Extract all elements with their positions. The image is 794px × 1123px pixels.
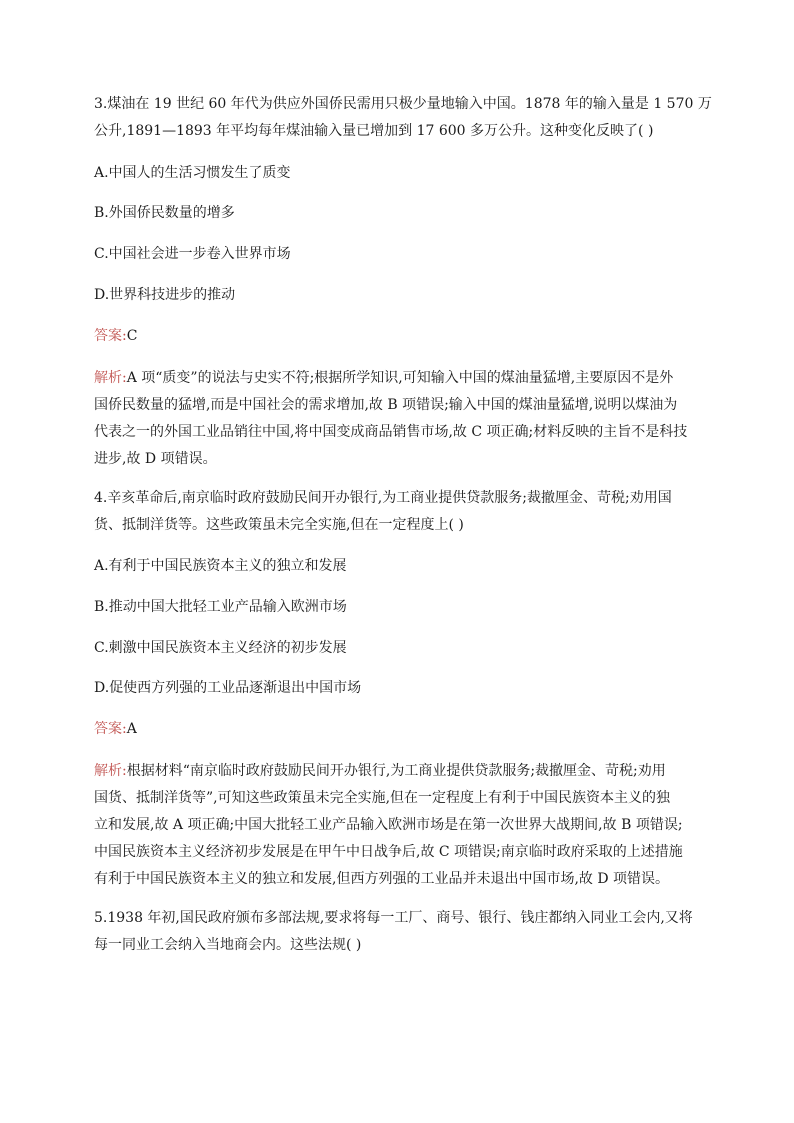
question-4-analysis-line-2: 国货、抵制洋货等”,可知这些政策虽未完全实施,但在一定程度上有利于中国民族资本主义的独 [94, 790, 671, 806]
question-3-stem-line-1: 3.煤油在 19 世纪 60 年代为供应外国侨民需用只极少量地输入中国。1878 年的输入量是 1 570 万 [94, 96, 712, 112]
question-3-option-a: A.中国人的生活习惯发生了质变 [94, 165, 291, 181]
question-3-stem-line-2: 公升,1891—1893 年平均每年煤油输入量已增加到 17 600 多万公升。这种变化反映了( ) [94, 123, 654, 139]
analysis-text: A 项“质变”的说法与史实不符;根据所学知识,可知输入中国的煤油量猛增,主要原因不是外 [126, 370, 674, 386]
question-3-option-b: B.外国侨民数量的增多 [94, 205, 235, 221]
question-4-answer [94, 718, 137, 740]
question-4-option-d: D.促使西方列强的工业品逐渐退出中国市场 [94, 680, 362, 696]
question-5-stem-line-2: 每一同业工会纳入当地商会内。这些法规( ) [94, 937, 362, 953]
analysis-text: 根据材料“南京临时政府鼓励民间开办银行,为工商业提供贷款服务;裁撤厘金、苛税;劝用 [126, 763, 666, 779]
question-4-option-a: A.有利于中国民族资本主义的独立和发展 [94, 558, 347, 574]
answer-value: A [126, 721, 137, 737]
analysis-label: 解析: [94, 763, 127, 779]
question-3-option-d: D.世界科技进步的推动 [94, 287, 236, 303]
question-4-analysis-line-4: 中国民族资本主义经济初步发展是在甲午中日战争后,故 C 项错误;南京临时政府采取的上述措施 [94, 844, 683, 860]
answer-label: 答案: [94, 328, 127, 344]
question-4-analysis-line-1 [94, 760, 666, 782]
question-3-analysis-line-4: 进步,故 D 项错误。 [94, 451, 217, 467]
question-5-stem-line-1: 5.1938 年初,国民政府颁布多部法规,要求将每一工厂、商号、银行、钱庄都纳入同业工会内,又将 [94, 910, 693, 926]
question-3-option-c: C.中国社会进一步卷入世界市场 [94, 246, 291, 262]
question-4-stem-line-1: 4.辛亥革命后,南京临时政府鼓励民间开办银行,为工商业提供贷款服务;裁撤厘金、苛税;劝用国 [94, 490, 672, 506]
question-3-analysis-line-1 [94, 367, 673, 389]
question-4-option-c: C.刺激中国民族资本主义经济的初步发展 [94, 640, 347, 656]
answer-label: 答案: [94, 721, 127, 737]
analysis-label: 解析: [94, 370, 127, 386]
question-4-analysis-line-3: 立和发展,故 A 项正确;中国大批轻工业产品输入欧洲市场是在第一次世界大战期间,故 B 项错误; [94, 817, 683, 833]
question-4-option-b: B.推动中国大批轻工业产品输入欧洲市场 [94, 599, 347, 615]
question-4-analysis-line-5: 有利于中国民族资本主义的独立和发展,但西方列强的工业品并未退出中国市场,故 D 项错误。 [94, 871, 670, 887]
question-3-analysis-line-2: 国侨民数量的猛增,而是中国社会的需求增加,故 B 项错误;输入中国的煤油量猛增,说明以煤油为 [94, 397, 678, 413]
answer-value: C [126, 328, 138, 344]
question-3-answer [94, 325, 137, 347]
question-3-analysis-line-3: 代表之一的外国工业品销往中国,将中国变成商品销售市场,故 C 项正确;材料反映的主旨不是科技 [94, 424, 688, 440]
question-4-stem-line-2: 货、抵制洋货等。这些政策虽未完全实施,但在一定程度上( ) [94, 517, 464, 533]
